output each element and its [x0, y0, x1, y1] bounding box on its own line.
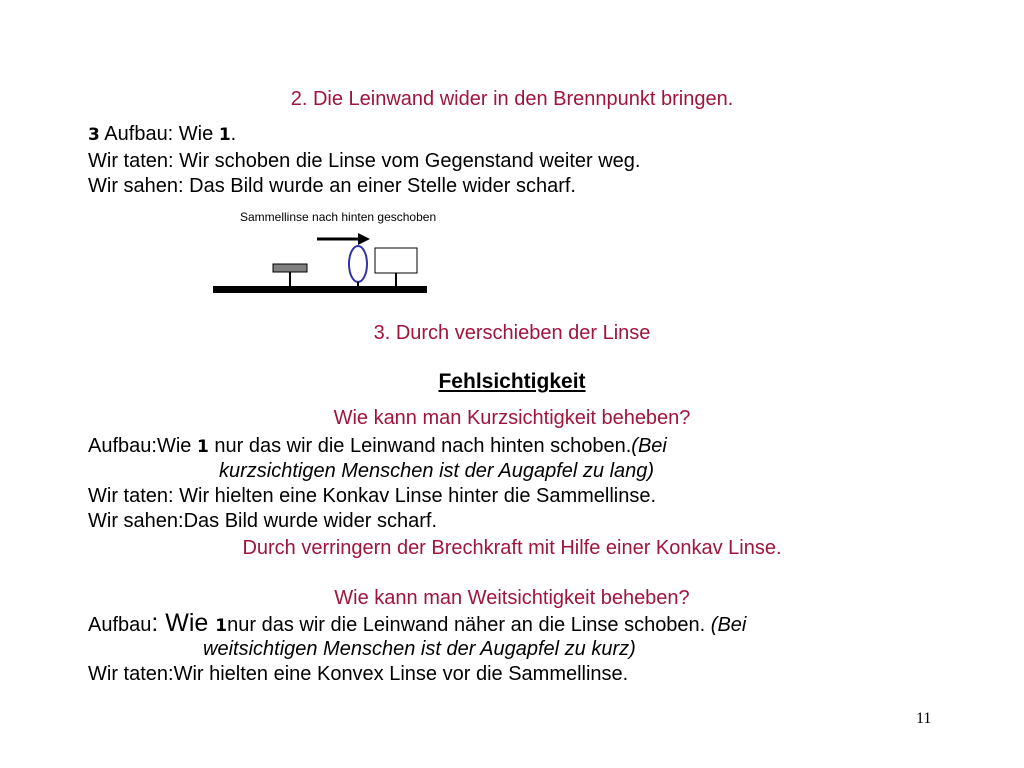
object-holder: [273, 264, 307, 272]
setup-number: 3: [88, 125, 100, 145]
q2-setup-rest: nur das wir die Leinwand näher an die Linse schoben.: [227, 614, 711, 636]
q1-note-start: (Bei: [631, 435, 667, 457]
setup-end: .: [230, 123, 237, 145]
optical-bench-diagram: [205, 225, 435, 300]
lens-icon: [349, 246, 367, 282]
q1-did-line: Wir taten: Wir hielten eine Konkav Linse hinter die Sammellinse.: [88, 485, 657, 507]
question-kurzsichtigkeit: Wie kann man Kurzsichtigkeit beheben?: [333, 407, 691, 429]
q2-setup-line: [88, 611, 746, 638]
q2-did-line: Wir taten:Wir hielten eine Konvex Linse vor die Sammellinse.: [88, 663, 629, 685]
q1-setup-rest: nur das wir die Leinwand nach hinten schoben.: [208, 435, 632, 457]
did-line: Wir taten: Wir schoben die Linse vom Gegenstand weiter weg.: [88, 150, 641, 172]
q2-note-start: (Bei: [710, 614, 747, 636]
fehlsichtigkeit-heading: Fehlsichtigkeit: [438, 370, 586, 393]
section-title: 2. Die Leinwand wider in den Brennpunkt bringen.: [290, 88, 734, 110]
question-weitsichtigkeit: Wie kann man Weitsichtigkeit beheben?: [334, 587, 690, 609]
q1-saw-line: Wir sahen:Das Bild wurde wider scharf.: [88, 510, 438, 532]
saw-line: Wir sahen: Das Bild wurde an einer Stelle wider scharf.: [88, 175, 576, 197]
q2-setup-label: Aufbau: [88, 614, 152, 636]
q2-setup-wie: : Wie: [151, 609, 216, 637]
diagram-label: Sammellinse nach hinten geschoben: [240, 210, 437, 224]
q2-setup-ref: 1: [215, 616, 228, 636]
q1-setup-text: Aufbau:Wie: [88, 435, 197, 457]
page-number: 11: [916, 710, 932, 727]
setup-line: [88, 122, 236, 147]
screen: [375, 248, 417, 273]
diagram-caption: 3. Durch verschieben der Linse: [373, 322, 651, 344]
q1-result: Durch verringern der Brechkraft mit Hilfe einer Konkav Linse.: [242, 537, 782, 559]
optical-rail: [213, 286, 427, 293]
q1-note: kurzsichtigen Menschen ist der Augapfel zu lang): [219, 460, 655, 482]
q1-setup-ref: 1: [196, 437, 209, 457]
arrow-head-icon: [358, 233, 370, 245]
setup-text: Aufbau: Wie: [99, 123, 219, 145]
q1-setup-line: [88, 434, 667, 459]
setup-ref: 1: [218, 125, 231, 145]
q2-note: weitsichtigen Menschen ist der Augapfel zu kurz): [203, 638, 636, 660]
